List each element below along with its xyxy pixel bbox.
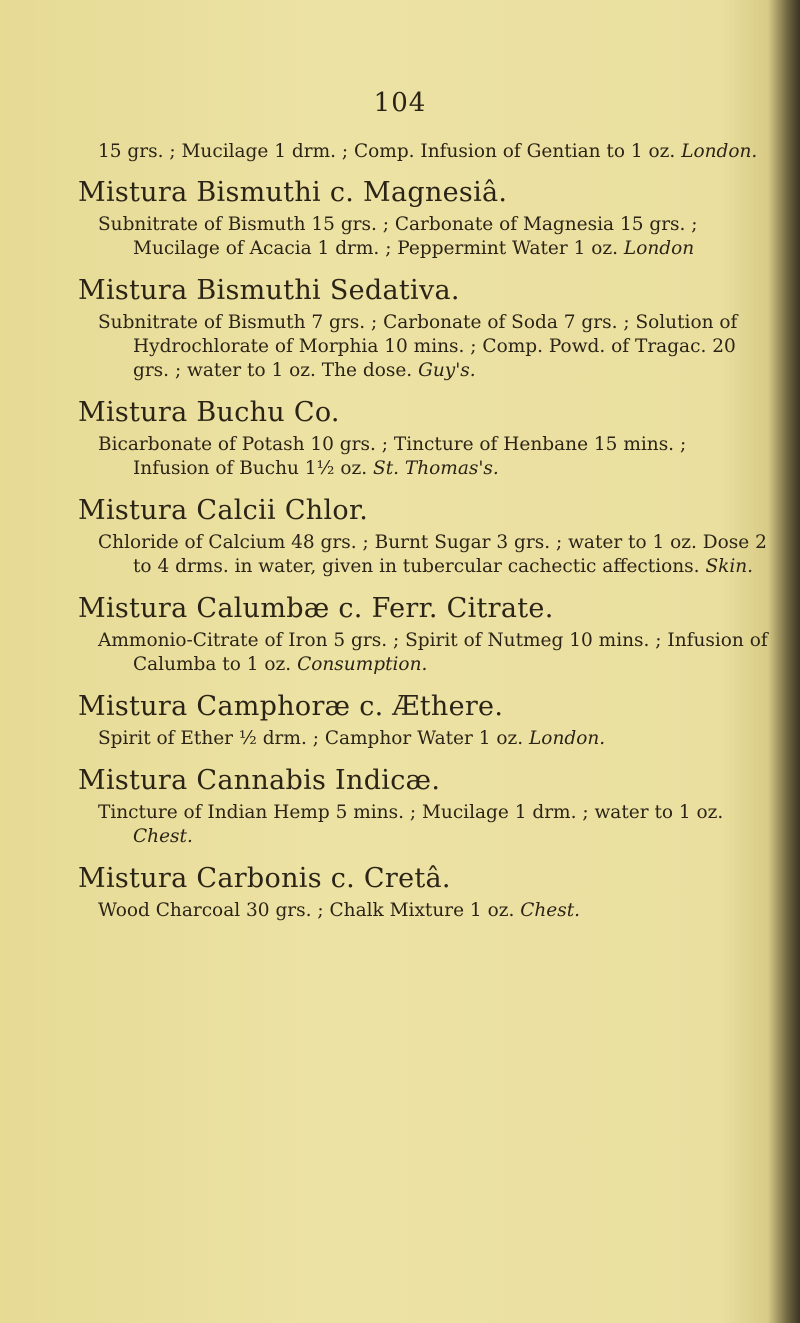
page-number: 104 [373, 88, 427, 118]
entry-source: London [623, 238, 695, 259]
entry-camphorae-aethere [78, 691, 768, 751]
entry-bismuthi-sedativa [78, 275, 768, 383]
entry-title: Mistura Carbonis c. Cretâ. [78, 863, 451, 894]
entry-text [78, 311, 768, 383]
entry-title: Mistura Bismuthi c. Magnesiâ. [78, 177, 508, 208]
entry-source: Chest. [133, 826, 193, 847]
entry-text [78, 801, 768, 849]
entry-calcii-chlor [78, 495, 768, 579]
entry-body-text: Chloride of Calcium 48 grs. ; Burnt Sugar 3 grs. ; water to 1 oz. Dose 2 to 4 drms. in water, given in tubercular cachectic affections. [98, 532, 767, 577]
entry-body-text: Subnitrate of Bismuth 7 grs. ; Carbonate of Soda 7 grs. ; Solution of Hydrochlorate of Morphia 10 mins. ; Comp. Powd. of Tragac. 20 grs. ; water to 1 oz. The dose. [98, 312, 738, 381]
entry-source: Chest. [520, 900, 581, 921]
entry-source: Consumption. [297, 654, 428, 675]
entry-title: Mistura Bismuthi Sedativa. [78, 275, 460, 306]
entry-title: Mistura Calcii Chlor. [78, 495, 369, 526]
entry-body-text: Wood Charcoal 30 grs. ; Chalk Mixture 1 oz. [98, 900, 515, 921]
page-content [78, 140, 768, 923]
entry-title: Mistura Calumbæ c. Ferr. Citrate. [78, 593, 554, 624]
entry-text [78, 213, 768, 261]
intro-text: 15 grs. ; Mucilage 1 drm. ; Comp. Infusion of Gentian to 1 oz. [98, 141, 676, 162]
entry-text [78, 899, 768, 923]
entry-body-text: Spirit of Ether ½ drm. ; Camphor Water 1 oz. [98, 728, 524, 749]
entry-text [78, 727, 768, 751]
entry-title: Mistura Camphoræ c. Æthere. [78, 691, 504, 722]
entry-title: Mistura Buchu Co. [78, 397, 340, 428]
entry-carbonis-creta [78, 863, 768, 923]
intro-paragraph [78, 140, 768, 163]
intro-source: London. [681, 141, 758, 162]
entry-body-text: Bicarbonate of Potash 10 grs. ; Tincture of Henbane 15 mins. ; Infusion of Buchu 1½ oz. [98, 434, 687, 479]
entry-body-text: Subnitrate of Bismuth 15 grs. ; Carbonate of Magnesia 15 grs. ; Mucilage of Acacia 1 drm. ; Peppermint Water 1 oz. [98, 214, 698, 259]
entry-bismuthi-magnesia [78, 177, 768, 261]
entry-body-text: Tincture of Indian Hemp 5 mins. ; Mucilage 1 drm. ; water to 1 oz. [98, 802, 724, 823]
entry-text [78, 433, 768, 481]
entry-source: St. Thomas's. [373, 458, 499, 479]
entry-cannabis-indicae [78, 765, 768, 849]
entry-source: Guy's. [418, 360, 476, 381]
entry-buchu-co [78, 397, 768, 481]
entry-text [78, 629, 768, 677]
entry-text [78, 531, 768, 579]
entry-calumbae-ferr [78, 593, 768, 677]
entry-title: Mistura Cannabis Indicæ. [78, 765, 441, 796]
entry-source: London. [529, 728, 606, 749]
entry-body-text: Ammonio-Citrate of Iron 5 grs. ; Spirit of Nutmeg 10 mins. ; Infusion of Calumba to 1 oz. [98, 630, 768, 675]
entry-source: Skin. [705, 556, 754, 577]
